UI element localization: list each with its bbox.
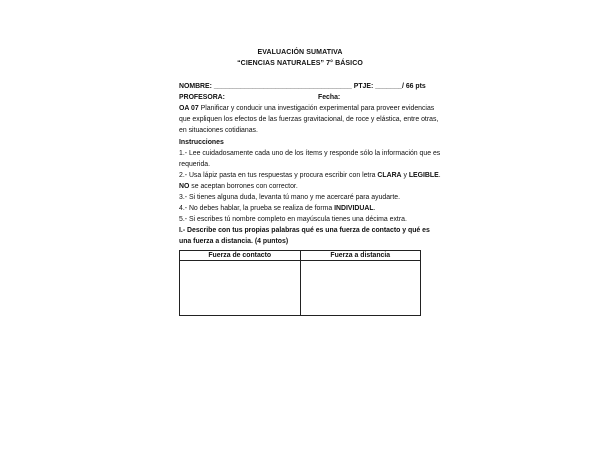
instructions-heading: Instrucciones <box>179 139 224 146</box>
nombre-field[interactable]: ____________________________________ <box>213 83 352 90</box>
instruction-2-line-2 <box>179 182 423 191</box>
instruction-2-dot: . <box>438 172 441 179</box>
instruction-2-line-1 <box>179 171 441 180</box>
answer-cell-contact[interactable] <box>180 261 301 316</box>
instruction-3: 3.- Si tienes alguna duda, levanta tú mano y me acercaré para ayudarte. <box>179 194 401 201</box>
column-header-contact: Fuerza de contacto <box>180 251 301 261</box>
instruction-4-individual: INDIVIDUAL <box>334 205 374 212</box>
instruction-4-dot: . <box>373 205 376 212</box>
document-subtitle: “CIENCIAS NATURALES” 7° BÁSICO <box>237 60 363 67</box>
column-header-distance: Fuerza a distancia <box>300 251 421 261</box>
instruction-2-rest: se aceptan borrones con corrector. <box>191 183 298 190</box>
instruction-4-text: 4.- No debes hablar, la prueba se realiza de forma <box>179 205 333 212</box>
instruction-4 <box>179 204 423 213</box>
instruction-5: 5.- Si escribes tú nombre completo en mayúscula tienes una décima extra. <box>179 216 407 223</box>
question-line-2: una fuerza a distancia. (4 puntos) <box>179 238 289 245</box>
objective-code: OA 07 <box>179 105 199 112</box>
instruction-1-line-1: 1.- Lee cuidadosamente cada uno de los ítems y responde sólo la información que es <box>179 150 441 157</box>
answer-cell-distance[interactable] <box>300 261 421 316</box>
answer-table <box>179 250 421 316</box>
profesora-label: PROFESORA: <box>179 94 225 101</box>
objective-line-1 <box>179 104 435 113</box>
ptje-field[interactable]: _______ <box>375 83 403 90</box>
objective-line-2: que expliquen los efectos de las fuerzas gravitacional, de roce y elástica, entre otras, <box>179 116 439 123</box>
instruction-2-text: 2.- Usa lápiz pasta en tus respuestas y procura escribir con letra <box>179 172 376 179</box>
instruction-1-line-2: requerida. <box>179 161 211 168</box>
nombre-label: NOMBRE: <box>179 83 212 90</box>
ptje-total: / 66 pts <box>402 83 426 90</box>
objective-line-3: en situaciones cotidianas. <box>179 127 258 134</box>
nombre-row <box>179 82 426 91</box>
objective-text-1: Planificar y conducir una investigación experimental para proveer evidencias <box>200 105 435 112</box>
instruction-2-no: NO <box>179 183 190 190</box>
question-line-1: I.- Describe con tus propias palabras qué es una fuerza de contacto y qué es <box>179 227 430 234</box>
answer-table-header <box>180 251 421 261</box>
profesora-row <box>179 93 423 102</box>
instruction-2-y: y <box>403 172 407 179</box>
document-title: EVALUACIÓN SUMATIVA <box>257 49 343 56</box>
answer-table-row <box>180 261 421 316</box>
ptje-label: PTJE: <box>353 83 374 90</box>
instruction-2-legible: LEGIBLE <box>408 172 439 179</box>
fecha-label: Fecha: <box>318 94 341 101</box>
instruction-2-clara: CLARA <box>377 172 402 179</box>
